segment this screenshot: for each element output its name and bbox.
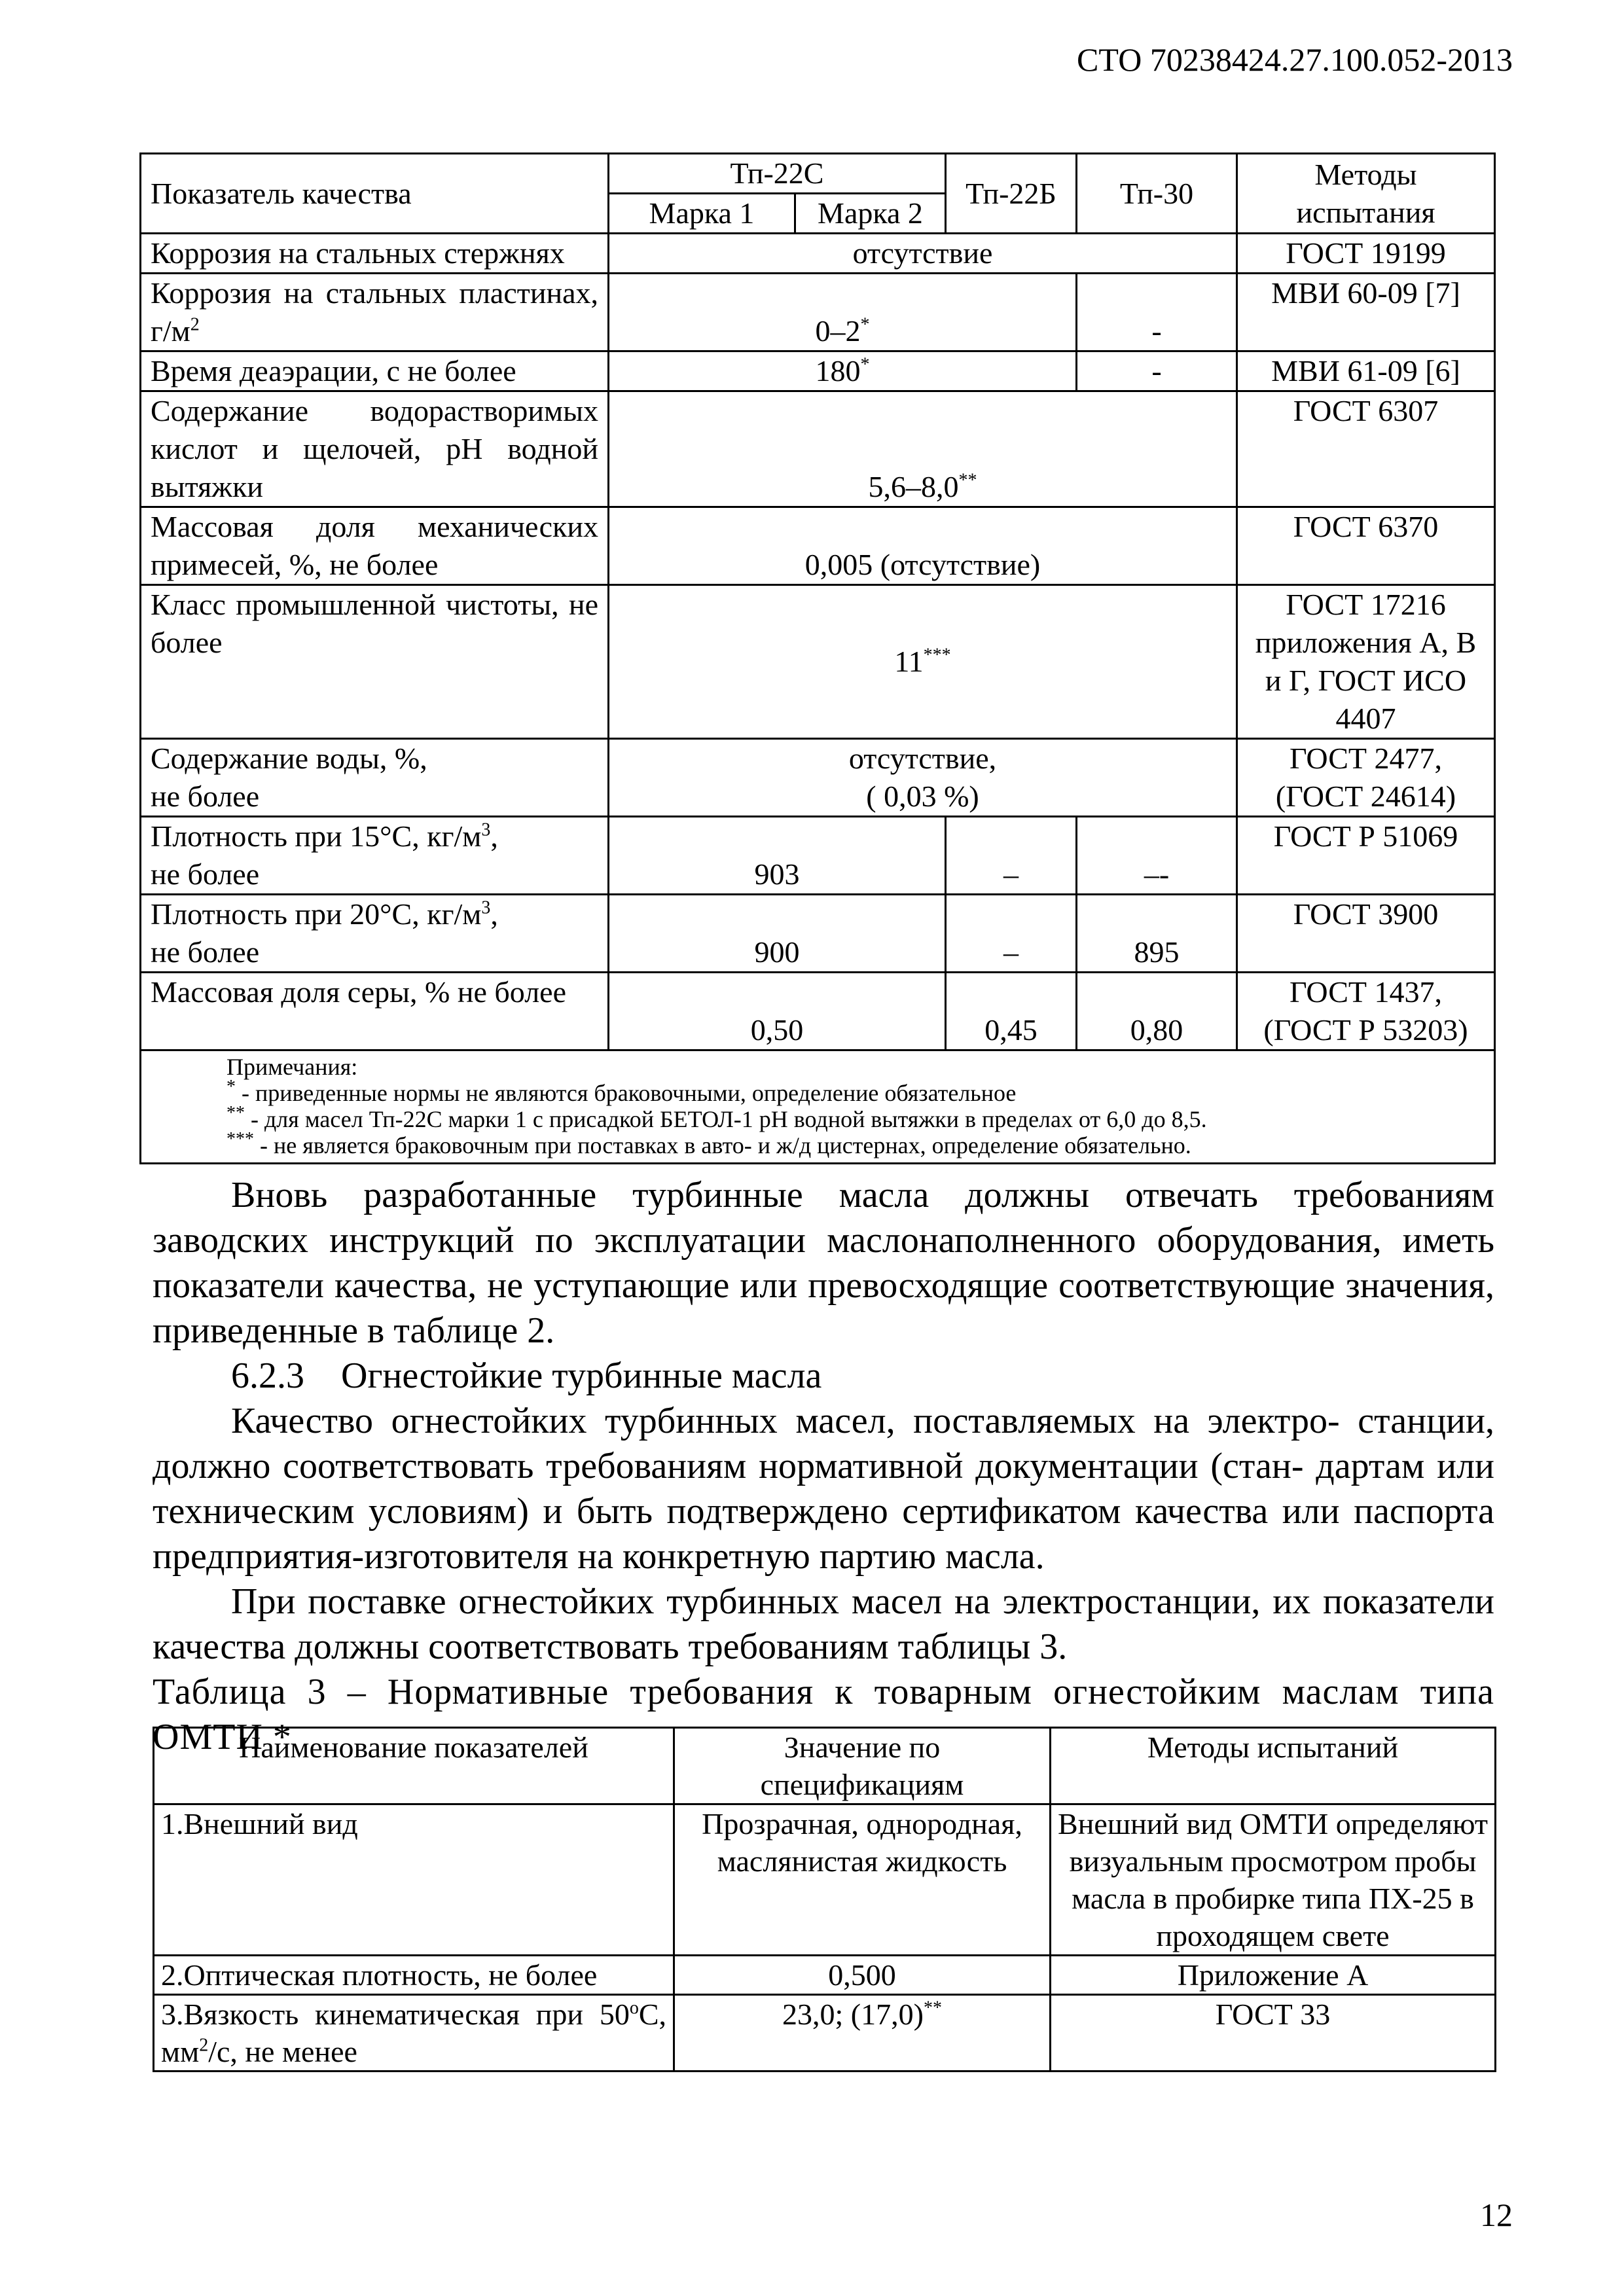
row-indicator: Плотность при 20°С, $кг/м^3$, не более [141,895,609,973]
table-row [154,1956,1496,1995]
row-method: ГОСТ 19199 [1237,234,1495,274]
table-notes [141,1050,1495,1164]
row-method: ГОСТ 6307 [1237,391,1495,507]
row-value: 11*** [609,585,1237,739]
row-name: 2.Оптическая плотность, не более [154,1956,674,1995]
row-name: 1.Внешний вид [154,1804,674,1956]
table-row [141,973,1495,1050]
paragraph: При поставке огнестойких турбинных масел на электростанции, их показатели качества должны соответствовать требованиям таблицы 3. [153,1581,1494,1667]
row-method: ГОСТ 3900 [1237,895,1495,973]
row-value: 0,500 [674,1956,1051,1995]
row-value-tp30: - [1077,274,1237,351]
row-method: ГОСТ 6370 [1237,507,1495,585]
table-row [141,585,1495,739]
row-value-tp22b: – [946,817,1077,895]
row-value: 180* [609,351,1077,391]
notes-row [141,1050,1495,1164]
row-method: МВИ 60-09 [7] [1237,274,1495,351]
table-row [141,234,1495,274]
row-method: ГОСТ 17216 приложения А, В и Г, ГОСТ ИСО 4407 [1237,585,1495,739]
row-value-tp30: 895 [1077,895,1237,973]
notes-title: Примечания: [226,1054,358,1080]
paragraph: Вновь разработанные турбинные масла должны отвечать требованиям заводских инструкций по эксплуатации маслонаполненного оборудования, иметь показатели качества, не уступающие или превосходящие соответствующие значения, приведенные в таблице 2. [153,1175,1494,1351]
body-text [153,1173,1494,1760]
row-indicator: Содержание водорастворимых кислот и щелочей, pH водной вытяжки [141,391,609,507]
omti-table [153,1727,1496,2072]
header-marka1: Марка 1 [609,194,795,234]
page-number: 12 [1480,2197,1513,2233]
note-2: ** - для масел Тп-22С марки 1 с присадкой БЕТОЛ-1 pH водной вытяжки в пределах от 6,0 до 8,5. [226,1103,1207,1132]
row-method: ГОСТ Р 51069 [1237,817,1495,895]
row-value-tp30: 0,80 [1077,973,1237,1050]
row-method: Приложение А [1051,1956,1496,1995]
header-tp22c: Тп-22С [609,154,946,194]
table-row [141,391,1495,507]
table3-caption: Таблица 3 – Нормативные требования к товарным огнестойким маслам типа ОМТИ * [153,1672,1494,1757]
page-header: СТО 70238424.27.100.052-2013 [1077,41,1513,78]
table-row [141,739,1495,817]
row-indicator: Массовая доля серы, % не более [141,973,609,1050]
row-value: отсутствие, ( 0,03 %) [609,739,1237,817]
table-header-row [154,1728,1496,1804]
row-method: ГОСТ 1437, (ГОСТ Р 53203) [1237,973,1495,1050]
row-method: ГОСТ 2477, (ГОСТ 24614) [1237,739,1495,817]
row-value-tp22b: 0,45 [946,973,1077,1050]
row-indicator: Массовая доля механических примесей, %, не более [141,507,609,585]
row-method: Внешний вид ОМТИ определяют визуальным просмотром пробы масла в пробирке типа ПХ-25 в проходящем свете [1051,1804,1496,1956]
row-value: 0–2* [609,274,1077,351]
row-value: отсутствие [609,234,1237,274]
paragraph: Качество огнестойких турбинных масел, поставляемых на электро- станции, должно соответствовать требованиям нормативной документации (стан- дартам или техническим условиям) и быть подтверждено сертификатом качества или паспорта предприятия-изготовителя на конкретную партию масла. [153,1401,1494,1577]
row-indicator: Коррозия на стальных стержнях [141,234,609,274]
table-row [141,817,1495,895]
row-name: 3.Вязкость кинематическая при $50^оС$, $мм^2/с$, не менее [154,1995,674,2072]
row-value: 5,6–8,0** [609,391,1237,507]
row-indicator: Коррозия на стальных пластинах, $г/м^2$ [141,274,609,351]
header-name: Наименование показателей [154,1728,674,1804]
row-value: 0,005 (отсутствие) [609,507,1237,585]
row-indicator: Содержание воды, %, не более [141,739,609,817]
header-marka2: Марка 2 [795,194,946,234]
quality-table [139,152,1496,1164]
table-row [141,274,1495,351]
table-row [141,895,1495,973]
header-tp30: Тп-30 [1077,154,1237,234]
header-tp22b: Тп-22Б [946,154,1077,234]
header-methods: Методы испытаний [1051,1728,1496,1804]
row-method: ГОСТ 33 [1051,1995,1496,2072]
row-value: 23,0; (17,0)** [674,1995,1051,2072]
row-value-tp22c: 900 [609,895,946,973]
row-value-tp30: - [1077,351,1237,391]
section-heading: 6.2.3 Огнестойкие турбинные масла [231,1355,822,1396]
row-value-tp30: –- [1077,817,1237,895]
row-indicator: Плотность при 15°С, $кг/м^3$, не более [141,817,609,895]
row-indicator: Время деаэрации, с не более [141,351,609,391]
table-row [154,1804,1496,1956]
note-1: * - приведенные нормы не являются браковочными, определение обязательное [226,1077,1017,1106]
row-value-tp22b: – [946,895,1077,973]
row-method: МВИ 61-09 [6] [1237,351,1495,391]
note-3: *** - не является браковочным при поставках в авто- и ж/д цистернах, определение обязательно. [226,1129,1191,1158]
table-row [154,1995,1496,2072]
table-row [141,351,1495,391]
row-value-tp22c: 0,50 [609,973,946,1050]
row-value: Прозрачная, однородная, маслянистая жидкость [674,1804,1051,1956]
header-methods: Методы испытания [1237,154,1495,234]
row-value-tp22c: 903 [609,817,946,895]
header-indicator: Показатель качества [141,154,609,234]
table-row [141,507,1495,585]
header-value: Значение по спецификациям [674,1728,1051,1804]
row-indicator: Класс промышленной чистоты, не более [141,585,609,739]
